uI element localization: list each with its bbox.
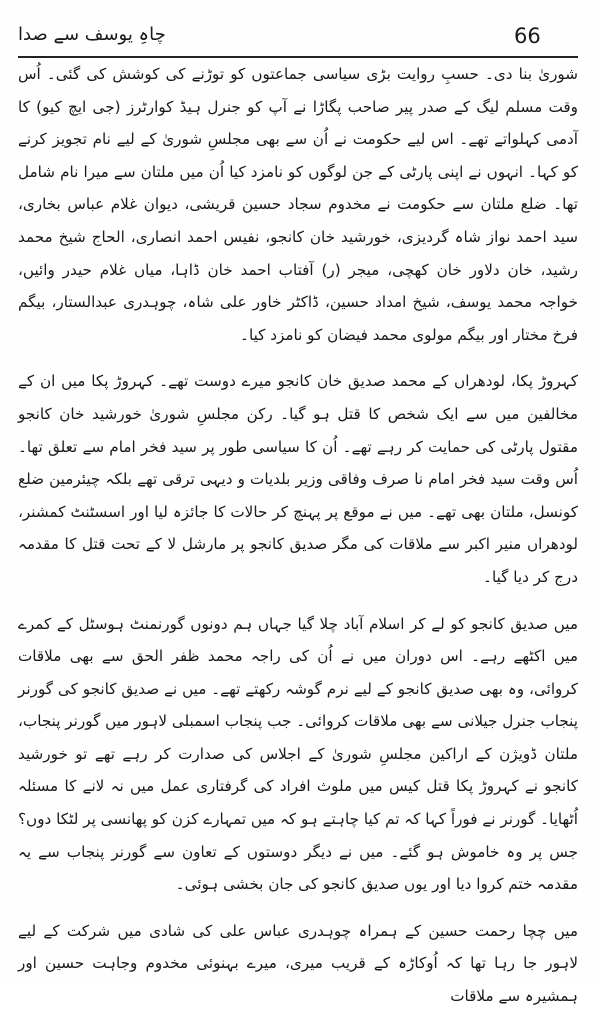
- paragraph-3: میں صدیق کانجو کو لے کر اسلام آباد چلا گیا جہاں ہم دونوں گورنمنٹ ہوسٹل کے کمرے میں اکٹھے رہے۔ اس دوران میں نے اُن کی راجہ محمد ظفر الحق سے بھی ملاقات کروائی، وہ بھی صدیق کانجو کے لیے نرم گوشہ رکھتے تھے۔ میں نے صدیق کانجو کی گورنر پنجاب جنرل جیلانی سے بھی ملاقات کروائی۔ جب پنجاب اسمبلی لاہور میں گورنر پنجاب، ملتان ڈویژن کے اراکین مجلسِ شوریٰ کے اجلاس کی صدارت کر رہے تھے تو خورشید کانجو نے کہروڑ پکا قتل کیس میں ملوث افراد کی گرفتاری عمل میں نہ لانے کا مسئلہ اُٹھایا۔ گورنر نے فوراً کہا کہ تم کیا چاہتے ہو کہ میں تمہارے کزن کو پھانسی پر لٹکا دوں؟ جس پر وہ خاموش ہو گئے۔ میں نے دیگر دوستوں کے تعاون سے گورنر پنجاب سے یہ مقدمہ ختم کروا دیا اور یوں صدیق کانجو کی جان بخشی ہوئی۔: [18, 614, 578, 894]
- paragraph-1: شوریٰ بنا دی۔ حسبِ روایت بڑی سیاسی جماعتوں کو توڑنے کی کوشش کی گئی۔ اُس وقت مسلم لیگ کے صدر پیر صاحب پگاڑا نے آپ کو جنرل ہیڈ کوارٹرز (جی ایچ کیو) کا آدمی کہلواتے تھے۔ اس لیے حکومت نے اُن سے بھی مجلسِ شوریٰ کے لیے نام تجویز کرنے کو کہا۔ انہوں نے اپنی پارٹی کے جن لوگوں کو نامزد کیا اُن میں ملتان سے میرا نام شامل تھا۔ ضلع ملتان سے حکومت نے مخدوم سجاد حسین قریشی، دیوان غلام عباس بخاری، سید احمد نواز شاہ گردیزی، خورشید خان کانجو، نفیس احمد انصاری، الحاج شیخ محمد رشید، خان دلاور خان کھچی، میجر (ر) آفتاب احمد خان ڈاہا، میاں غلام حیدر وائیں، خواجہ محمد یوسف، شیخ امداد حسین، ڈاکٹر خاور علی شاہ، چوہدری عبدالستار، بیگم فرخ مختار اور بیگم مولوی محمد فیضان کو نامزد کیا۔: [18, 65, 578, 344]
- paragraph-4: میں چچا رحمت حسین کے ہمراہ چوہدری عباس علی کی شادی میں شرکت کے لیے لاہور جا رہا تھا کہ اُوکاڑہ کے قریب میری، میرے بہنوئی مخدوم وجاہت حسین اور ہمشیرہ سے ملاقات: [18, 921, 578, 1006]
- running-title: چاہِ یوسف سے صدا: [18, 24, 166, 45]
- page-header: [18, 24, 580, 56]
- paragraph-2: کہروڑ پکا، لودھراں کے محمد صدیق خان کانجو میرے دوست تھے۔ کہروڑ پکا میں ان کے مخالفین میں سے ایک شخص کا قتل ہو گیا۔ رکن مجلسِ شوریٰ خورشید خان کانجو مقتول پارٹی کی حمایت کر رہے تھے۔ اُن کا سیاسی طور پر سید فخر امام سے تعلق تھا۔ اُس وقت سید فخر امام نا صرف وفاقی وزیر بلدیات و دیہی ترقی تھے بلکہ چیئرمین ضلع کونسل، ملتان بھی تھے۔ میں نے موقع پر پہنچ کر حالات کا جائزہ لیا اور اسسٹنٹ کمشنر، لودھراں منیر اکبر سے ملاقات کی مگر صدیق کانجو پر مارشل لا کے تحت قتل کا مقدمہ درج کر دیا گیا۔: [18, 372, 578, 586]
- body-text: [18, 58, 578, 1006]
- page-number: 66: [514, 24, 541, 48]
